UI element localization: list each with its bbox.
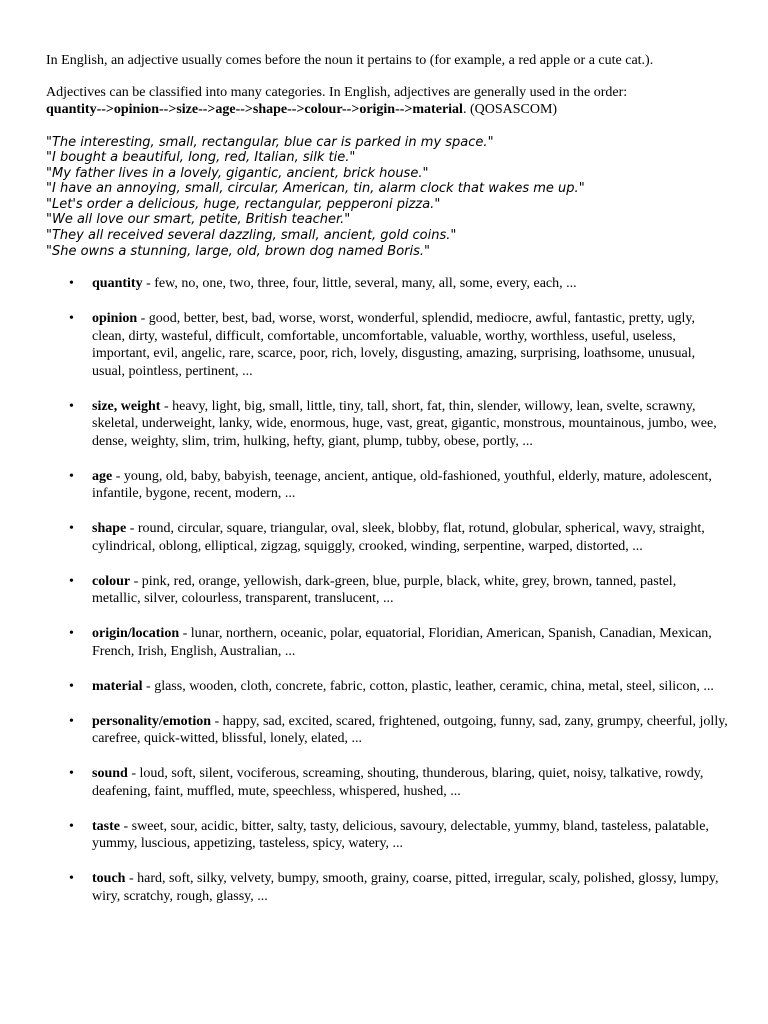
list-item <box>46 818 728 853</box>
category-name: shape <box>92 521 127 537</box>
list-item <box>46 275 728 293</box>
category-name: size, weight <box>92 398 161 414</box>
list-item <box>46 520 728 555</box>
example-sentence: "Let's order a delicious, huge, rectangular, pepperoni pizza." <box>46 196 441 212</box>
example-sentence: "We all love our smart, petite, British teacher." <box>46 212 351 228</box>
example-sentence: "She owns a stunning, large, old, brown dog named Boris." <box>46 243 431 259</box>
category-words: - heavy, light, big, small, little, tiny, tall, short, fat, thin, slender, willowy, lean, svelte, scrawny, skeletal, underweight, lanky, wide, enormous, huge, vast, great, gigantic, monstrous, mountainous, jumbo, wee, dense, weighty, slim, trim, hulking, hefty, giant, plump, tubby, obese, portly, ... <box>92 398 717 449</box>
bullet-icon: • <box>69 713 74 729</box>
category-name: origin/location <box>92 626 180 642</box>
bullet-icon: • <box>69 573 74 589</box>
list-item <box>46 625 728 660</box>
example-sentence: "I have an annoying, small, circular, American, tin, alarm clock that wakes me up." <box>46 181 585 197</box>
category-words: - round, circular, square, triangular, oval, sleek, blobby, flat, rotund, globular, spherical, wavy, straight, cylindrical, oblong, elliptical, zigzag, squiggly, crooked, winding, serpentine, warped, distorted, ... <box>92 521 705 554</box>
category-words: - few, no, one, two, three, four, little, several, many, all, some, every, each, ... <box>142 276 577 292</box>
category-name: colour <box>92 573 131 589</box>
bullet-icon: • <box>69 521 74 537</box>
category-name: opinion <box>92 311 138 327</box>
example-sentence: "They all received several dazzling, small, ancient, gold coins." <box>46 228 457 244</box>
list-item <box>46 765 728 800</box>
bullet-icon: • <box>69 311 74 327</box>
category-list <box>46 275 728 905</box>
list-item <box>46 713 728 748</box>
bullet-icon: • <box>69 871 74 887</box>
intro-sentence: In English, an adjective usually comes before the noun it pertains to (for example, a red apple or a cute cat.). <box>46 53 654 68</box>
category-words: - glass, wooden, cloth, concrete, fabric, cotton, plastic, leather, ceramic, china, metal, steel, silicon, ... <box>142 678 714 694</box>
order-intro-text: Adjectives can be classified into many categories. In English, adjectives are generally used in the order: <box>46 84 628 100</box>
category-words: - happy, sad, excited, scared, frightened, outgoing, funny, sad, zany, grumpy, cheerful, jolly, carefree, quick-witted, blissful, lonely, elated, ... <box>92 713 728 747</box>
bullet-icon: • <box>69 766 74 782</box>
list-item <box>46 398 728 451</box>
list-item <box>46 468 728 503</box>
category-name: material <box>92 678 143 694</box>
list-item <box>46 678 728 696</box>
order-paragraph <box>46 84 728 119</box>
order-sequence: quantity-->opinion-->size-->age-->shape-->colour-->origin-->material <box>46 102 463 117</box>
order-mnemonic: . (QOSASCOM) <box>462 102 558 117</box>
category-words: - pink, red, orange, yellowish, dark-green, blue, purple, black, white, grey, brown, tanned, pastel, metallic, silver, colourless, transparent, translucent, ... <box>92 573 677 607</box>
category-words: - loud, soft, silent, vociferous, screaming, shouting, thunderous, blaring, quiet, noisy, talkative, rowdy, deafening, faint, muffled, mute, speechless, whispered, hushed, ... <box>92 766 704 799</box>
category-name: quantity <box>92 276 143 292</box>
intro-paragraph <box>46 52 728 70</box>
example-sentence: "The interesting, small, rectangular, blue car is parked in my space." <box>46 134 494 150</box>
category-name: personality/emotion <box>92 713 211 729</box>
category-name: touch <box>92 871 126 887</box>
category-words: - hard, soft, silky, velvety, bumpy, smooth, grainy, coarse, pitted, irregular, scaly, polished, glossy, lumpy, wiry, scratchy, rough, glassy, ... <box>92 871 719 904</box>
bullet-icon: • <box>69 678 74 694</box>
bullet-icon: • <box>69 468 74 484</box>
list-item <box>46 870 728 905</box>
category-words: - good, better, best, bad, worse, worst, wonderful, splendid, mediocre, awful, fantastic, pretty, ugly, clean, dirty, wasteful, difficult, comfortable, uncomfortable, valuable, worthy, worthless, useful, useless, important, evil, angelic, rare, scarce, poor, rich, lovely, disgusting, amazing, surprising, loathsome, unusual, usual, pointless, pertinent, ... <box>92 311 696 379</box>
example-sentence: "My father lives in a lovely, gigantic, ancient, brick house." <box>46 165 429 181</box>
category-words: - sweet, sour, acidic, bitter, salty, tasty, delicious, savoury, delectable, yummy, bland, tasteless, palatable, yummy, luscious, appetizing, tasteless, spicy, watery, ... <box>92 818 709 852</box>
bullet-icon: • <box>69 818 74 834</box>
example-sentence: "I bought a beautiful, long, red, Italian, silk tie." <box>46 150 356 166</box>
category-words: - lunar, northern, oceanic, polar, equatorial, Floridian, American, Spanish, Canadian, Mexican, French, Irish, English, Australian, ... <box>92 626 712 659</box>
category-name: sound <box>92 766 128 782</box>
list-item <box>46 310 728 380</box>
category-words: - young, old, baby, babyish, teenage, ancient, antique, old-fashioned, youthful, elderly, mature, adolescent, infantile, bygone, recent, modern, ... <box>92 468 712 502</box>
example-sentences <box>46 135 728 260</box>
bullet-icon: • <box>69 398 74 414</box>
category-name: age <box>92 468 113 484</box>
bullet-icon: • <box>69 276 74 292</box>
list-item <box>46 573 728 608</box>
bullet-icon: • <box>69 626 74 642</box>
category-name: taste <box>92 818 120 834</box>
